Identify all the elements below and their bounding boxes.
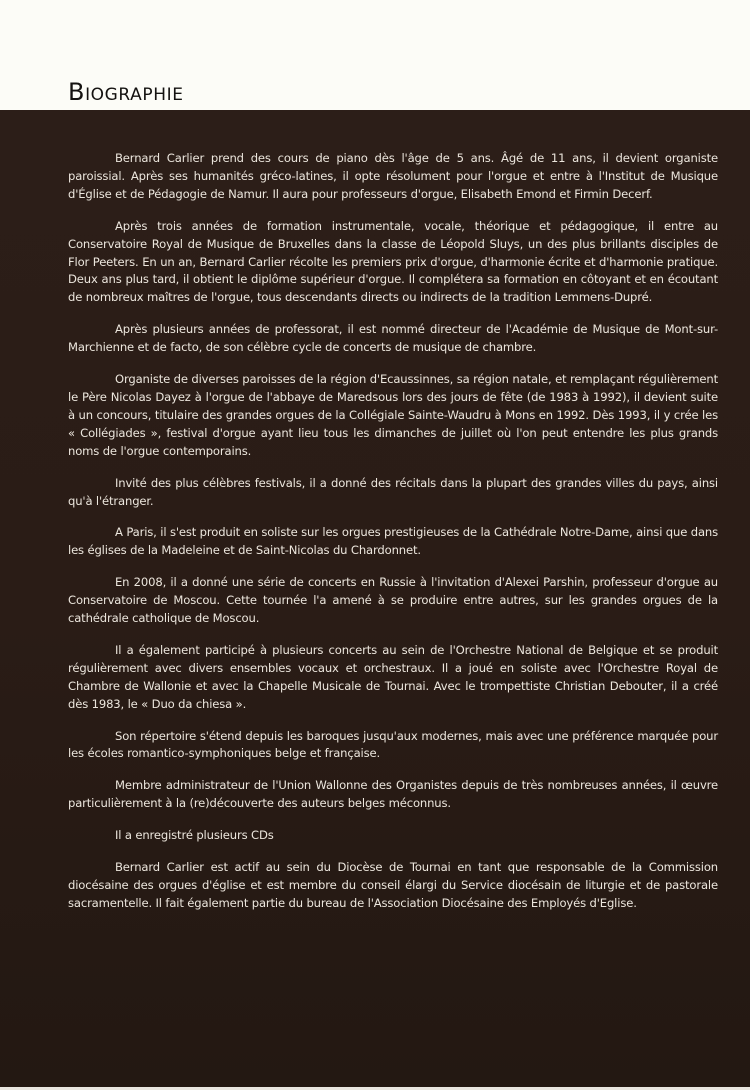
paragraph-russia: En 2008, il a donné une série de concerts en Russie à l'invitation d'Alexei Parshin, professeur d'orgue au Conservatoire de Moscou. Cette tournée l'a amené à se produire entre autres, sur les grandes orgues de la cathédrale catholique de Moscou. [68, 575, 718, 626]
page-header [0, 0, 750, 110]
biography-text [68, 150, 718, 927]
page-title: Biographie [68, 78, 184, 106]
paragraph-early-training: Bernard Carlier prend des cours de piano dès l'âge de 5 ans. Âgé de 11 ans, il devient organiste paroissial. Après ses humanités gréco-latines, il opte résolument pour l'orgue et entre à l'Institut de Musique d'Église et de Pédagogie de Namur. Il aura pour professeurs d'orgue, Elisabeth Emond et Firmin Decerf. [68, 151, 718, 201]
paragraph-recordings: Il a enregistré plusieurs CDs [115, 828, 274, 843]
paragraph-conservatoire: Après trois années de formation instrumentale, vocale, théorique et pédagogique, il entre au Conservatoire Royal de Musique de Bruxelles dans la classe de Léopold Sluys, un des plus brillants disciples de Flor Peeters. En un an, Bernard Carlier récolte les premiers prix d'orgue, d'harmonie écrite et d'harmonie pratique. Deux ans plus tard, il obtient le diplôme supérieur d'orgue. Il complétera sa formation en côtoyant et en écoutant de nombreux maîtres de l'orgue, tous descendants directs ou indirects de la tradition Lemmens-Dupré. [68, 218, 718, 305]
paragraph-repertoire: Son répertoire s'étend depuis les baroques jusqu'aux modernes, mais avec une préférence marquée pour les écoles romantico-symphoniques belge et française. [68, 728, 718, 761]
paragraph-paris: A Paris, il s'est produit en soliste sur les orgues prestigieuses de la Cathédrale Notre-Dame, ainsi que dans les églises de la Madeleine et de Saint-Nicolas du Chardonnet. [68, 525, 718, 558]
paragraph-academy-director: Après plusieurs années de professorat, il est nommé directeur de l'Académie de Musique de Mont-sur-Marchienne et de facto, de son célèbre cycle de concerts de musique de chambre. [68, 322, 718, 355]
paragraph-orchestras: Il a également participé à plusieurs concerts au sein de l'Orchestre National de Belgique et se produit régulièrement avec divers ensembles vocaux et orchestraux. Il a joué en soliste avec l'Orchestre Royal de Chambre de Wallonie et avec la Chapelle Musicale de Tournai. Avec le trompettiste Christian Debouter, il a créé dès 1983, le « Duo da chiesa ». [68, 642, 718, 711]
paragraph-union-wallonne: Membre administrateur de l'Union Wallonne des Organistes depuis de très nombreuses années, il œuvre particulièrement à la (re)découverte des auteurs belges méconnus. [68, 778, 718, 811]
paragraph-festivals: Invité des plus célèbres festivals, il a donné des récitals dans la plupart des grandes villes du pays, ainsi qu'à l'étranger. [68, 475, 718, 508]
paragraph-organist-positions: Organiste de diverses paroisses de la région d'Ecaussinnes, sa région natale, et remplaçant régulièrement le Père Nicolas Dayez à l'orgue de l'abbaye de Maredsous lors des jours de fête (de 1983 à 1992), il devient suite à un concours, titulaire des grandes orgues de la Collégiale Sainte-Waudru à Mons en 1992. Dès 1993, il y crée les « Collégiades », festival d'orgue ayant lieu tous les dimanches de juillet où l'on peut entendre les plus grands noms de l'orgue contemporains. [68, 372, 718, 458]
paragraph-diocese: Bernard Carlier est actif au sein du Diocèse de Tournai en tant que responsable de la Commission diocésaine des orgues d'église et est membre du conseil élargi du Service diocésain de liturgie et de pastorale sacramentelle. Il fait également partie du bureau de l'Association Diocésaine des Employés d'Eglise. [68, 860, 718, 910]
